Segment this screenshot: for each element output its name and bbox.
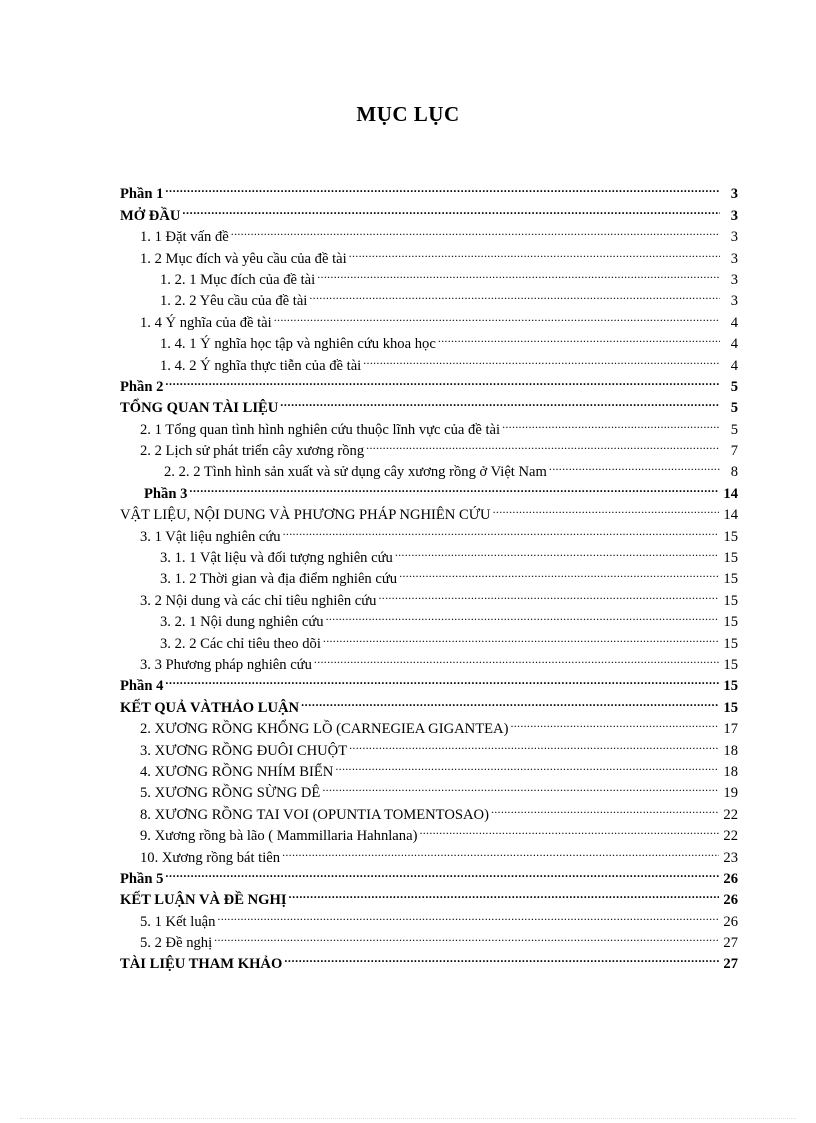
toc-entry-page: 26 bbox=[723, 892, 738, 909]
dot-leader bbox=[317, 263, 720, 284]
toc-entry-title: Phần 2 bbox=[120, 378, 164, 395]
toc-entry-page: 3 bbox=[730, 293, 738, 310]
toc-entry-title: 2. 2 Lịch sử phát triển cây xương rồng bbox=[140, 443, 365, 460]
toc-entry[interactable] bbox=[120, 947, 740, 973]
toc-entry-title: TÀI LIỆU THAM KHẢO bbox=[120, 956, 283, 973]
dot-leader bbox=[309, 284, 720, 305]
toc-entry-page: 5 bbox=[730, 378, 738, 395]
dot-leader bbox=[335, 755, 719, 776]
dot-leader bbox=[399, 562, 719, 583]
toc-entry-page: 22 bbox=[723, 828, 738, 845]
dot-leader bbox=[214, 926, 719, 947]
dot-leader bbox=[323, 626, 720, 647]
toc-entry-title: 1. 1 Đặt vấn đề bbox=[140, 229, 229, 246]
toc-entry[interactable] bbox=[120, 862, 740, 887]
dot-leader bbox=[326, 605, 720, 626]
toc-entry-page: 17 bbox=[723, 721, 738, 738]
dot-leader bbox=[283, 519, 720, 540]
dot-leader bbox=[189, 476, 719, 497]
dot-leader bbox=[314, 648, 720, 669]
toc-entry-page: 27 bbox=[723, 935, 738, 952]
dot-leader bbox=[282, 840, 719, 861]
dot-leader bbox=[395, 541, 720, 562]
toc-entry-page: 8 bbox=[730, 464, 738, 481]
toc-entry[interactable] bbox=[120, 177, 740, 203]
toc-entry-title: 3. 2. 1 Nội dung nghiên cứu bbox=[160, 614, 324, 631]
toc-entry-title: 5. 1 Kết luận bbox=[140, 913, 216, 930]
toc-entry[interactable] bbox=[120, 883, 740, 909]
dot-leader bbox=[165, 177, 720, 198]
toc-entry-page: 18 bbox=[723, 742, 738, 759]
toc-entry-page: 19 bbox=[723, 785, 738, 802]
toc-entry-title: 5. 2 Đề nghị bbox=[140, 935, 213, 952]
toc-entry-page: 3 bbox=[730, 250, 738, 267]
toc-entry-page: 26 bbox=[723, 870, 738, 887]
toc-entry-page: 15 bbox=[723, 571, 738, 588]
toc-entry-title: 3. 1. 2 Thời gian và địa điểm nghiên cứu bbox=[160, 571, 398, 588]
dot-leader bbox=[378, 583, 719, 604]
toc-entry-page: 3 bbox=[730, 207, 738, 224]
dot-leader bbox=[217, 904, 719, 925]
toc-entry-page: 5 bbox=[730, 421, 738, 438]
toc-entry-title: 1. 2. 1 Mục đích của đề tài bbox=[160, 271, 316, 288]
toc-entry[interactable] bbox=[120, 498, 740, 524]
table-of-contents bbox=[120, 177, 740, 973]
toc-entry-title: Phần 5 bbox=[120, 870, 164, 887]
dot-leader bbox=[549, 455, 720, 476]
toc-entry-title: 1. 4 Ý nghĩa của đề tài bbox=[140, 314, 272, 331]
toc-entry-title: 2. 1 Tổng quan tình hình nghiên cứu thuộc lĩnh vực của đề tài bbox=[140, 421, 501, 438]
toc-entry-page: 3 bbox=[730, 186, 738, 203]
toc-entry-page: 15 bbox=[723, 656, 738, 673]
toc-entry-title: 3. XƯƠNG RỒNG ĐUÔI CHUỘT bbox=[140, 742, 348, 759]
dot-leader bbox=[349, 733, 719, 754]
toc-entry-title: 4. XƯƠNG RỒNG NHÍM BIỂN bbox=[140, 763, 334, 780]
dot-leader bbox=[419, 819, 719, 840]
toc-entry-page: 22 bbox=[723, 806, 738, 823]
dot-leader bbox=[165, 862, 719, 883]
toc-entry-title: 5. XƯƠNG RỒNG SỪNG DÊ bbox=[140, 785, 321, 802]
dot-leader bbox=[438, 327, 720, 348]
page-title: MỤC LỤC bbox=[356, 102, 460, 126]
toc-entry-page: 5 bbox=[730, 400, 738, 417]
dot-leader bbox=[491, 797, 719, 818]
toc-entry-title: 1. 4. 1 Ý nghĩa học tập và nghiên cứu khoa học bbox=[160, 336, 436, 353]
toc-entry-title: 2. 2. 2 Tình hình sản xuất và sử dụng cây xương rồng ở Việt Nam bbox=[164, 464, 547, 481]
dot-leader bbox=[284, 947, 719, 968]
dot-leader bbox=[502, 412, 720, 433]
toc-entry[interactable] bbox=[120, 198, 740, 224]
toc-entry[interactable] bbox=[120, 476, 740, 502]
toc-entry-page: 14 bbox=[723, 485, 738, 502]
toc-entry-page: 4 bbox=[730, 314, 738, 331]
toc-entry-title: 1. 4. 2 Ý nghĩa thực tiễn của đề tài bbox=[160, 357, 362, 374]
toc-entry-page: 23 bbox=[723, 849, 738, 866]
dot-leader bbox=[363, 348, 720, 369]
dot-leader bbox=[165, 370, 720, 391]
toc-entry[interactable] bbox=[120, 391, 740, 417]
toc-entry-title: KẾT QUẢ VÀTHẢO LUẬN bbox=[120, 699, 300, 716]
toc-entry-title: 3. 3 Phương pháp nghiên cứu bbox=[140, 656, 312, 673]
dot-leader bbox=[349, 241, 720, 262]
toc-entry-title: 3. 2 Nội dung và các chỉ tiêu nghiên cứu bbox=[140, 592, 377, 609]
toc-entry[interactable] bbox=[120, 669, 740, 695]
toc-entry-title: 3. 2. 2 Các chỉ tiêu theo dõi bbox=[160, 635, 321, 652]
toc-entry-page: 15 bbox=[723, 635, 738, 652]
toc-entry-title: 2. XƯƠNG RỒNG KHỔNG LỒ (CARNEGIEA GIGANTEA) bbox=[140, 721, 509, 738]
toc-entry-page: 7 bbox=[730, 443, 738, 460]
toc-entry-title: Phần 4 bbox=[120, 678, 164, 695]
toc-entry[interactable] bbox=[120, 220, 740, 246]
dot-leader bbox=[510, 712, 719, 733]
toc-entry-title: Phần 1 bbox=[120, 186, 164, 203]
toc-entry-page: 15 bbox=[723, 592, 738, 609]
toc-entry-title: 8. XƯƠNG RỒNG TAI VOI (OPUNTIA TOMENTOSAO) bbox=[140, 806, 489, 823]
toc-entry-title: 10. Xương rồng bát tiên bbox=[140, 849, 281, 866]
dot-leader bbox=[231, 220, 720, 241]
toc-entry-title: 9. Xương rồng bà lão ( Mammillaria Hahnlana) bbox=[140, 828, 418, 845]
page-bottom-rule bbox=[20, 1118, 796, 1119]
toc-entry-page: 27 bbox=[723, 956, 738, 973]
dot-leader bbox=[322, 776, 719, 797]
dot-leader bbox=[366, 434, 720, 455]
toc-entry-page: 4 bbox=[730, 357, 738, 374]
toc-entry-title: MỞ ĐẦU bbox=[120, 207, 181, 224]
toc-entry-page: 15 bbox=[723, 528, 738, 545]
toc-entry-page: 3 bbox=[730, 271, 738, 288]
toc-entry-page: 26 bbox=[723, 913, 738, 930]
toc-entry[interactable] bbox=[120, 370, 740, 395]
toc-entry-title: Phần 3 bbox=[144, 485, 188, 502]
dot-leader bbox=[280, 391, 720, 412]
toc-entry-page: 15 bbox=[723, 678, 738, 695]
dot-leader bbox=[493, 498, 720, 519]
dot-leader bbox=[274, 305, 720, 326]
toc-entry-title: 1. 2 Mục đích và yêu cầu của đề tài bbox=[140, 250, 347, 267]
toc-entry-page: 15 bbox=[723, 614, 738, 631]
toc-entry-page: 15 bbox=[723, 699, 738, 716]
toc-entry-title: 3. 1 Vật liệu nghiên cứu bbox=[140, 528, 281, 545]
toc-entry-title: 3. 1. 1 Vật liệu và đối tượng nghiên cứu bbox=[160, 550, 393, 567]
dot-leader bbox=[182, 198, 720, 219]
toc-entry-page: 15 bbox=[723, 550, 738, 567]
toc-entry-page: 3 bbox=[730, 229, 738, 246]
dot-leader bbox=[289, 883, 720, 904]
toc-entry-title: 1. 2. 2 Yêu cầu của đề tài bbox=[160, 293, 308, 310]
toc-entry-title: VẬT LIỆU, NỘI DUNG VÀ PHƯƠNG PHÁP NGHIÊN CỨU bbox=[120, 507, 491, 524]
toc-entry[interactable] bbox=[120, 690, 740, 716]
dot-leader bbox=[165, 669, 719, 690]
toc-entry-title: TỔNG QUAN TÀI LIỆU bbox=[120, 400, 279, 417]
toc-entry-page: 18 bbox=[723, 763, 738, 780]
toc-entry-page: 14 bbox=[723, 507, 738, 524]
toc-entry-page: 4 bbox=[730, 336, 738, 353]
toc-entry-title: KẾT LUẬN VÀ ĐỀ NGHỊ bbox=[120, 892, 287, 909]
dot-leader bbox=[301, 690, 719, 711]
